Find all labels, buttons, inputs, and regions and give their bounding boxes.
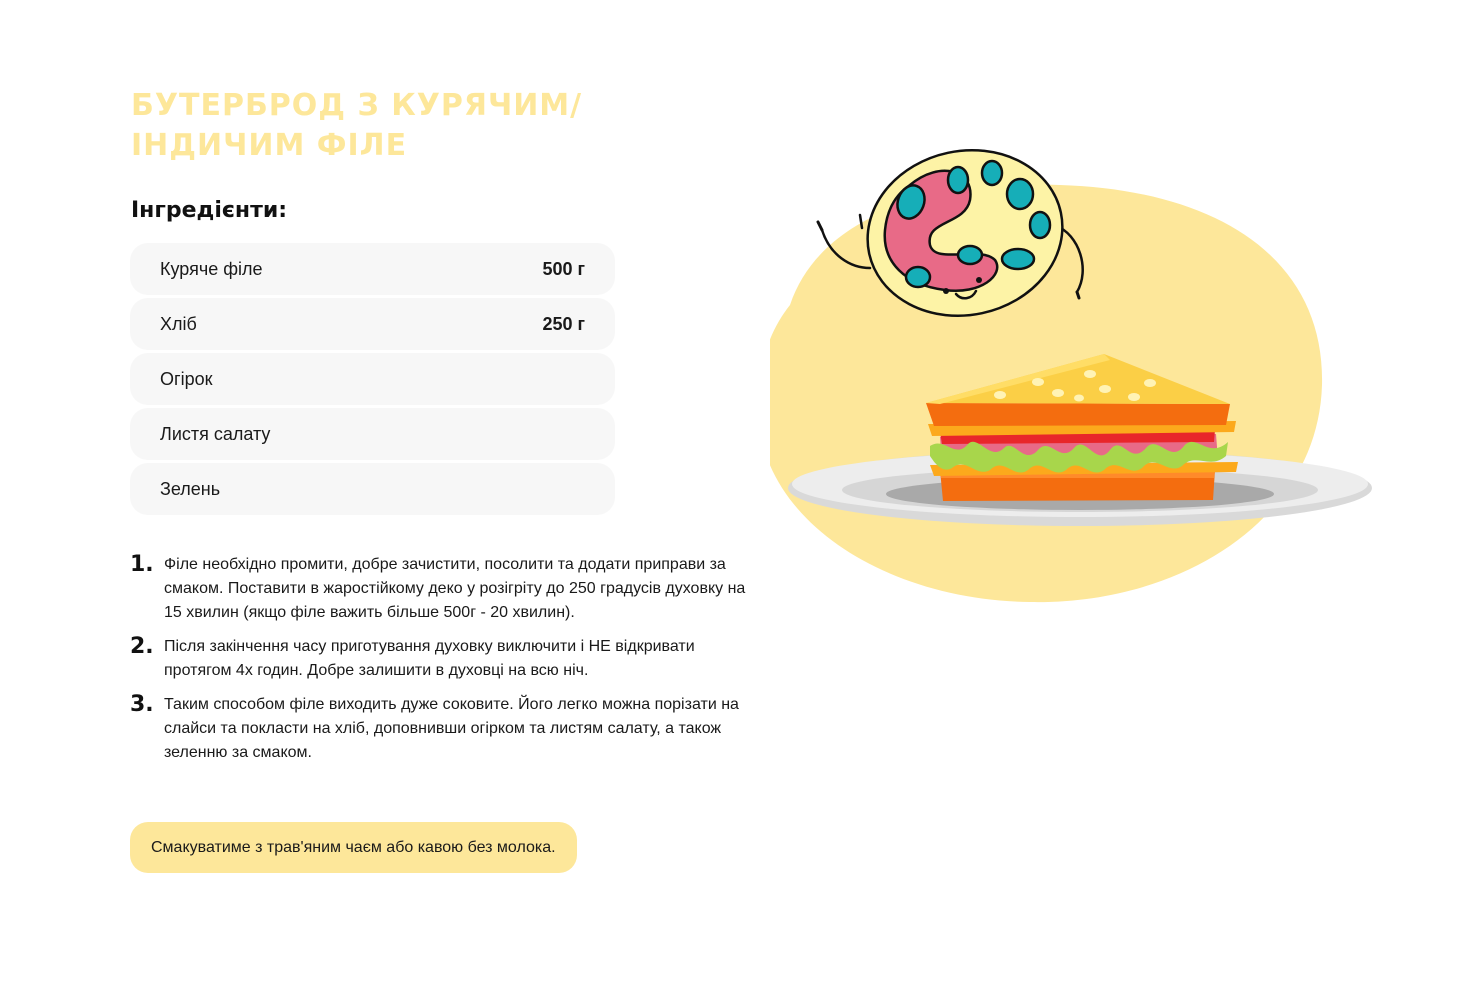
step-item [130,693,750,765]
ingredient-name: Хліб [160,313,197,334]
ingredient-name: Огірок [160,368,213,389]
step-item [130,635,750,683]
serving-tip: Смакуватиме з трав'яним чаєм або кавою без молока. [130,822,577,873]
ingredient-row [130,463,615,515]
preparation-steps [130,553,750,775]
ingredient-amount: 500 г [542,258,585,279]
ingredient-row [130,243,615,295]
step-number: 3. [130,692,154,717]
step-item [130,553,750,625]
ingredient-row [130,298,615,350]
ingredient-row [130,408,615,460]
step-text: Філе необхідно промити, добре зачистити, посолити та додати приправи за смаком. Поставити в жаростійкому деко у розігріту до 250 градусів духовку на 15 хвилин (якщо філе важить більше 500г - 20 хвилин). [164,556,746,621]
recipe-title-line-2: ІНДИЧИМ ФІЛЕ [131,128,408,163]
ingredient-amount: 250 г [542,313,585,334]
ingredient-name: Листя салату [160,423,271,444]
step-number: 2. [130,634,154,659]
sandwich-illustration [770,140,1380,610]
step-text: Після закінчення часу приготування духовку виключити і НЕ відкривати протягом 4х годин. Добре залишити в духовці на всю ніч. [164,638,695,679]
ingredients-heading: Інгредієнти: [131,198,288,223]
recipe-title [131,86,582,166]
step-text: Таким способом філе виходить дуже соковите. Його легко можна порізати на слайси та покласти на хліб, доповнивши огірком та листям салату, а також зеленню за смаком. [164,696,739,761]
step-number: 1. [130,552,154,577]
ingredient-row [130,353,615,405]
ingredient-name: Зелень [160,478,221,499]
ingredient-name: Куряче філе [160,258,263,279]
recipe-title-line-1: БУТЕРБРОД З КУРЯЧИМ/ [131,88,583,123]
ingredients-list [130,243,615,518]
